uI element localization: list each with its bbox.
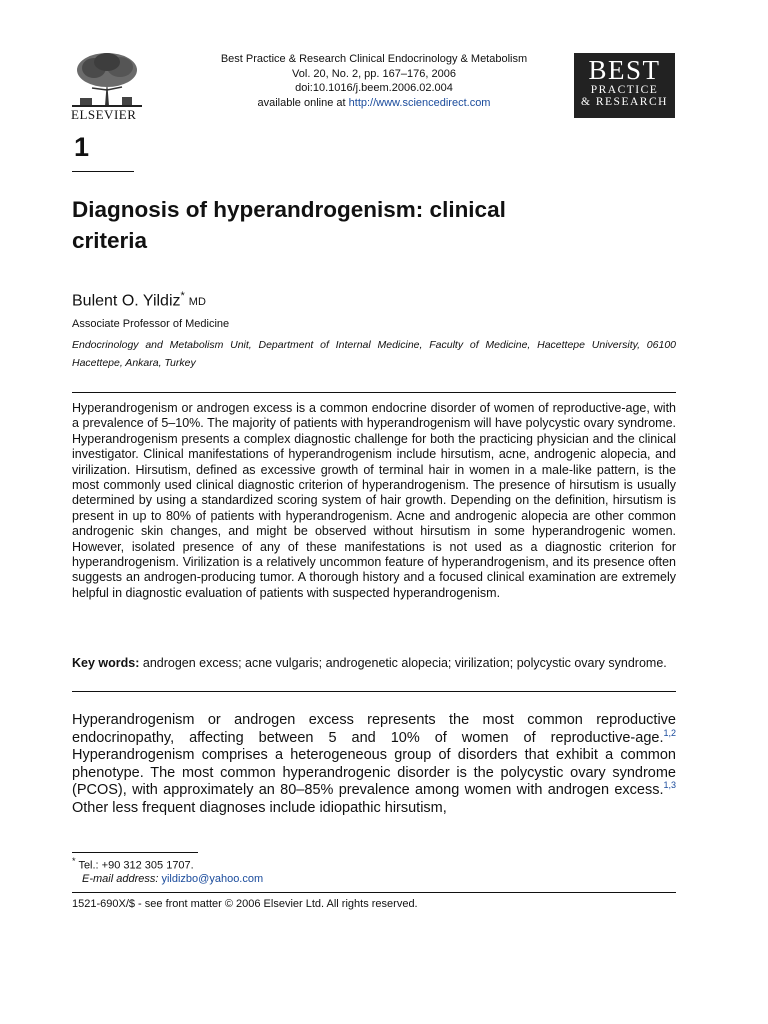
logo-research: & RESEARCH [581, 96, 668, 108]
publisher-name: ELSEVIER [71, 107, 137, 122]
sciencedirect-link[interactable]: http://www.sciencedirect.com [348, 96, 491, 109]
title-line-2: criteria [72, 228, 148, 253]
citation-1[interactable]: 1,2 [663, 727, 676, 738]
email-link[interactable]: yildizbo@yahoo.com [161, 873, 264, 885]
author-affiliation: Endocrinology and Metabolism Unit, Department of Internal Medicine, Faculty of Medicine, Hacettepe University, 06100 Hacettepe, Ankara, Turkey [72, 339, 676, 369]
author-degree: MD [188, 296, 206, 309]
availability-prefix: available online at [257, 96, 346, 109]
article-title [72, 194, 672, 256]
title-line-1: Diagnosis of hyperandrogenism: clinical [72, 197, 506, 222]
author-line [72, 290, 206, 310]
journal-title: Best Practice & Research Clinical Endocrinology & Metabolism [220, 53, 528, 65]
email-label: E-mail address: [82, 873, 159, 885]
chapter-number: 1 [74, 132, 90, 162]
keywords-list: androgen excess; acne vulgaris; androgenetic alopecia; virilization; polycystic ovary syndrome. [142, 656, 667, 670]
logo-practice: PRACTICE [590, 84, 659, 96]
body-text-1: Hyperandrogenism or androgen excess represents the most common reproductive endocrinopathy, affecting between 5 and 10% of women of reproductive-age. [72, 712, 676, 746]
footnote-mark: * [72, 856, 76, 866]
body-text-3: Other less frequent diagnoses include idiopathic hirsutism, [72, 799, 447, 816]
footnote-tel-text: Tel.: +90 312 305 1707. [78, 859, 194, 872]
keywords [72, 656, 676, 671]
journal-header [180, 52, 568, 110]
best-practice-logo [574, 53, 675, 118]
abstract-bottom-rule [72, 691, 676, 692]
journal-doi: doi:10.1016/j.beem.2006.02.004 [295, 82, 453, 94]
availability-line [180, 96, 568, 111]
body-text-2: Hyperandrogenism comprises a heterogeneous group of disorders that exhibit a common phenotype. The most common hyperandrogenic disorder is the polycystic ovary syndrome (PCOS), with approximately an 80–85% prevalence among women with androgen excess. [72, 747, 676, 799]
footnote-rule [72, 852, 198, 853]
author-footnote-mark: * [180, 290, 185, 302]
body-paragraph [72, 712, 676, 818]
footnote-tel [72, 856, 194, 872]
keywords-label: Key words: [72, 656, 140, 670]
abstract-top-rule [72, 392, 676, 393]
author-name: Bulent O. Yildiz [72, 292, 181, 310]
abstract-text: Hyperandrogenism or androgen excess is a common endocrine disorder of women of reproductive-age, with a prevalence of 5–10%. The majority of patients with hyperandrogenism will have polycystic ovary syndrome. Hyperandrogenism presents a complex diagnostic challenge for both the practicing physician and the clinical investigator. Clinical manifestations of hyperandrogenism include hirsutism, acne, androgenic alopecia, and virilization. Hirsutism, defined as excessive growth of terminal hair in women in a male-like pattern, is the most commonly used clinical diagnostic criterion of hyperandrogenism. The presence of hirsutism is usually determined by using a standardized scoring system of hair growth. Depending on the definition, hirsutism is present in up to 80% of patients with hyperandrogenism. Acne and androgenic alopecia are other common androgenic skin changes, and might be observed without hirsutism in some hyperandrogenic women. However, isolated presence of any of these manifestations is not used as a diagnostic criterion for hyperandrogenism. Virilization is a relatively uncommon feature of hyperandrogenism, and its presence often suggests an androgen-producing tumor. A thorough history and a focused clinical examination are extremely helpful in diagnostic evaluation of patients with suspected hyperandrogenism. [72, 401, 676, 600]
citation-2[interactable]: 1,3 [663, 780, 676, 791]
chapter-rule [72, 171, 134, 172]
copyright-rule [72, 892, 676, 893]
copyright-line: 1521-690X/$ - see front matter © 2006 Elsevier Ltd. All rights reserved. [72, 898, 418, 910]
journal-volume: Vol. 20, No. 2, pp. 167–176, 2006 [292, 67, 456, 80]
author-position: Associate Professor of Medicine [72, 318, 230, 330]
logo-best: BEST [588, 55, 661, 85]
footnote-email [82, 873, 263, 885]
